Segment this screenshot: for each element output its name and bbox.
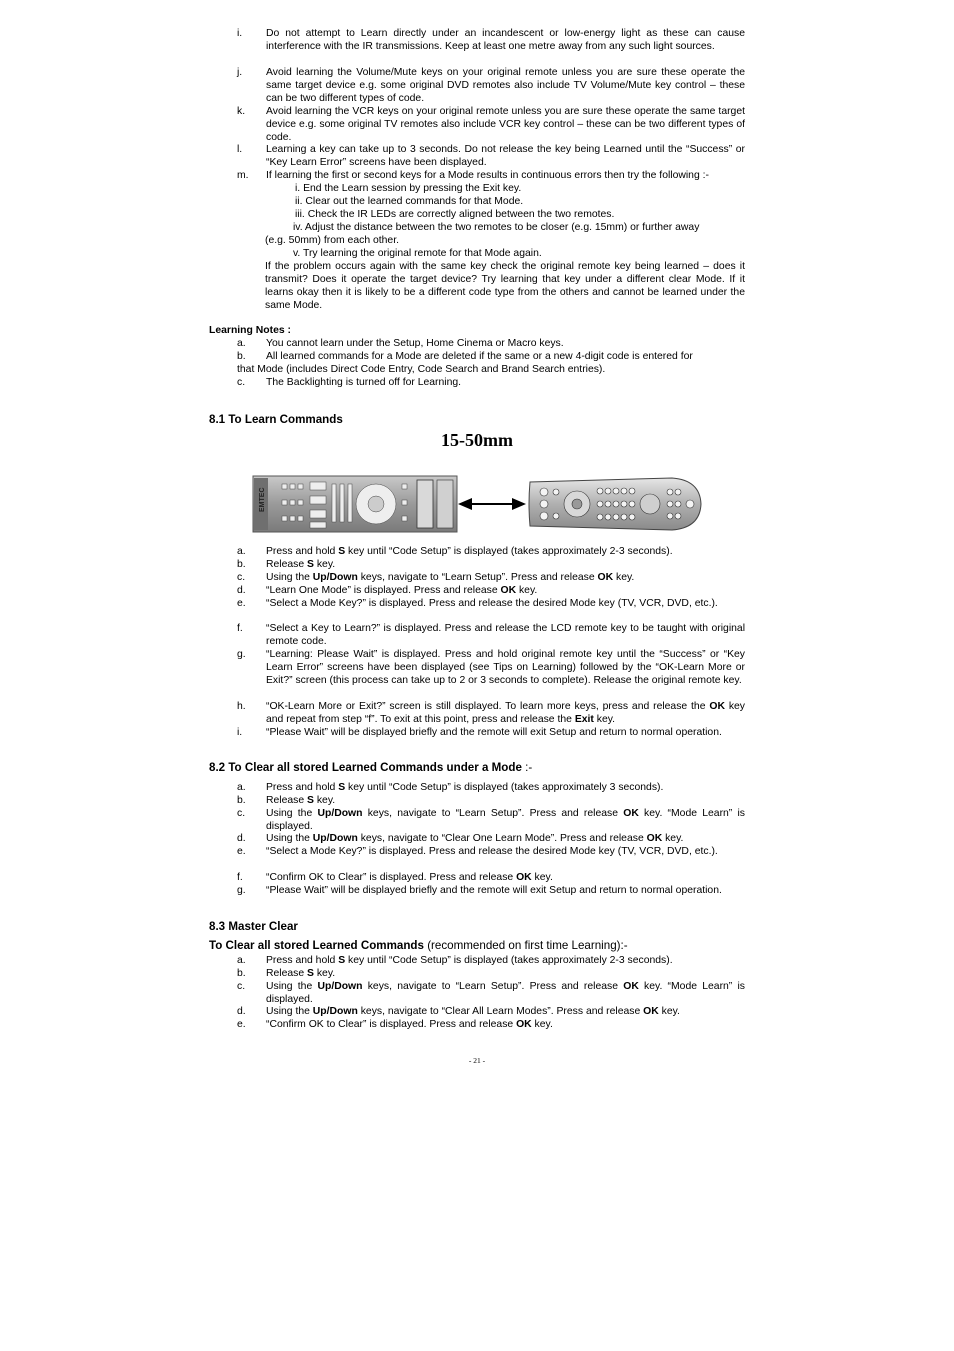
section-heading: 8.2 To Clear all stored Learned Commands under a Mode :- bbox=[209, 761, 533, 774]
lcd-remote-image bbox=[253, 476, 457, 532]
page-number: - 21 - bbox=[468, 1056, 486, 1065]
section-heading: 8.1 To Learn Commands bbox=[209, 413, 343, 426]
double-arrow-icon bbox=[458, 498, 526, 510]
sublist-item: iii. Check the IR LEDs are correctly aligned between the two remotes. bbox=[295, 209, 615, 220]
paragraph: If the problem occurs again with the same key check the original remote key being learned – does it transmit? Does it operate the target device? Try learning that key under a different clear Mode. If it learns okay then it is likely to be a different code type from the others and cannot be learned under the same Mode. bbox=[265, 261, 745, 311]
subsection-heading: To Clear all stored Learned Commands (recommended on first time Learning):- bbox=[209, 939, 628, 952]
sublist-item: iv. Adjust the distance between the two remotes to be closer (e.g. 15mm) or further away bbox=[293, 222, 700, 233]
list-item-continued: that Mode (includes Direct Code Entry, Code Search and Brand Search entries). bbox=[237, 364, 606, 375]
remote-brand: EMTEC bbox=[259, 487, 266, 512]
document-page: i. Do not attempt to Learn directly under an incandescent or low-energy light as these can cause interference with the IR transmissions. Keep at least one metre away from any such light sources. j. Avoid learning the Volume/Mute keys on your original remote unless you are sure these operate the same target device e.g. some original DVD remotes also include TV Volume/Mute key control – these can be two different types of code. k. Avoid learning the VCR keys on your original remote unless you are sure these operate the same target device e.g. some original TV remotes also include VCR key control – these can be two different types of code. l. Learning a key can take up to 3 seconds. Do not release the key being Learned until the “Success” or “Key Learn Error” screens have been displayed. m. If learning the first or second keys for a Mode results in continuous errors then try the following :- i. End the Learn session by pressing the Exit key. ii. Clear out the learned commands for that Mode. iii. Check the IR LEDs are correctly aligned between the two remotes. iv. Adjust the distance between the two remotes to be closer (e.g. 15mm) or further away (e.g. 50mm) from each other. v. Try learning the original remote for that Mode again. If the problem occurs again with the same key check the original remote key being learned – does it transmit? Does it operate the target device? Try learning that key under a different clear Mode. If it learns okay then it is likely to be a different code type from the others and cannot be learned under the same Mode. Learning Notes : a. You cannot learn under the Setup, Home Cinema or Macro keys. b. All learned commands for a Mode are deleted if the same or a new 4-digit code is entered for that Mode (includes Direct Code Entry, Code Search and Brand Search entries). c. The Backlighting is turned off for Learning. 8.1 To Learn Commands 15-50mm EMTEC a. Press and hold S key until “Code Setup” is displayed (takes approximately 2-3 seconds). b. Release S key. c. Using the Up/Down keys, navigate to “Learn Setup”. Press and release OK key. d. “Learn One Mode” is displayed. Press and release OK key. e. “Select a Mode Key?” is displayed. Press and release the desired Mode key (TV, VCR, DVD, etc.). f. “Select a Key to Learn?” is displayed. Press and release the LCD remote key to be taught with original remote code. g. “Learning: Please Wait” is displayed. Press and hold original remote key until the “Success” or “Key Learn Error” screens have been displayed (see Tips on Learning) followed by the “OK-Learn More or Exit?” screen (this process can take up to 2 or 3 seconds to complete). Release the original remote key. h. “OK-Learn More or Exit?” screen is still displayed. To learn more keys, press and release the OK key and repeat from step “f”. To exit at this point, press and release the Exit key. i. “Please Wait” will be displayed briefly and the remote will exit Setup and return to normal operation. 8.2 To Clear all stored Learned Commands under a Mode :- a. Press and hold S key until “Code Setup” is displayed (takes approximately 3 seconds). b. Release S key. c. Using the Up/Down keys, navigate to “Learn Setup”. Press and release OK key. “Mode Learn” is displayed. d. Using the Up/Down keys, navigate to “Clear One Learn Mode”. Press and release OK key. e. “Select a Mode Key?” is displayed. Press and release the desired Mode key (TV, VCR, DVD, etc.). f. “Confirm OK to Clear” is displayed. Press and release OK key. g. “Please Wait” will be displayed briefly and the remote will exit Setup and return to normal operation. 8.3 Master Clear To Clear all stored Learned Commands (recommended on first time Learning):- a. Press and hold S key until “Code Setup” is displayed (takes approximately 2-3 seconds). b. Release S key. c. Using the Up/Down keys, navigate to “Learn Setup”. Press and release OK key. “Mode Learn” is displayed. d. Using the Up/Down keys, navigate to “Clear All Learn Modes”. Press and release OK key. e. “Confirm OK to Clear” is displayed. Press and release OK key. - 21 - bbox=[0, 0, 954, 1351]
original-remote-image bbox=[529, 478, 701, 530]
sublist-item: ii. Clear out the learned commands for that Mode. bbox=[295, 196, 524, 207]
distance-label: 15-50mm bbox=[441, 430, 513, 450]
learning-notes-heading: Learning Notes : bbox=[209, 325, 291, 336]
sublist-item-continued: (e.g. 50mm) from each other. bbox=[265, 235, 399, 246]
section-heading: 8.3 Master Clear bbox=[209, 920, 298, 933]
sublist-item: v. Try learning the original remote for that Mode again. bbox=[293, 248, 542, 259]
remotes-figure bbox=[252, 474, 704, 534]
sublist-item: i. End the Learn session by pressing the Exit key. bbox=[295, 183, 522, 194]
